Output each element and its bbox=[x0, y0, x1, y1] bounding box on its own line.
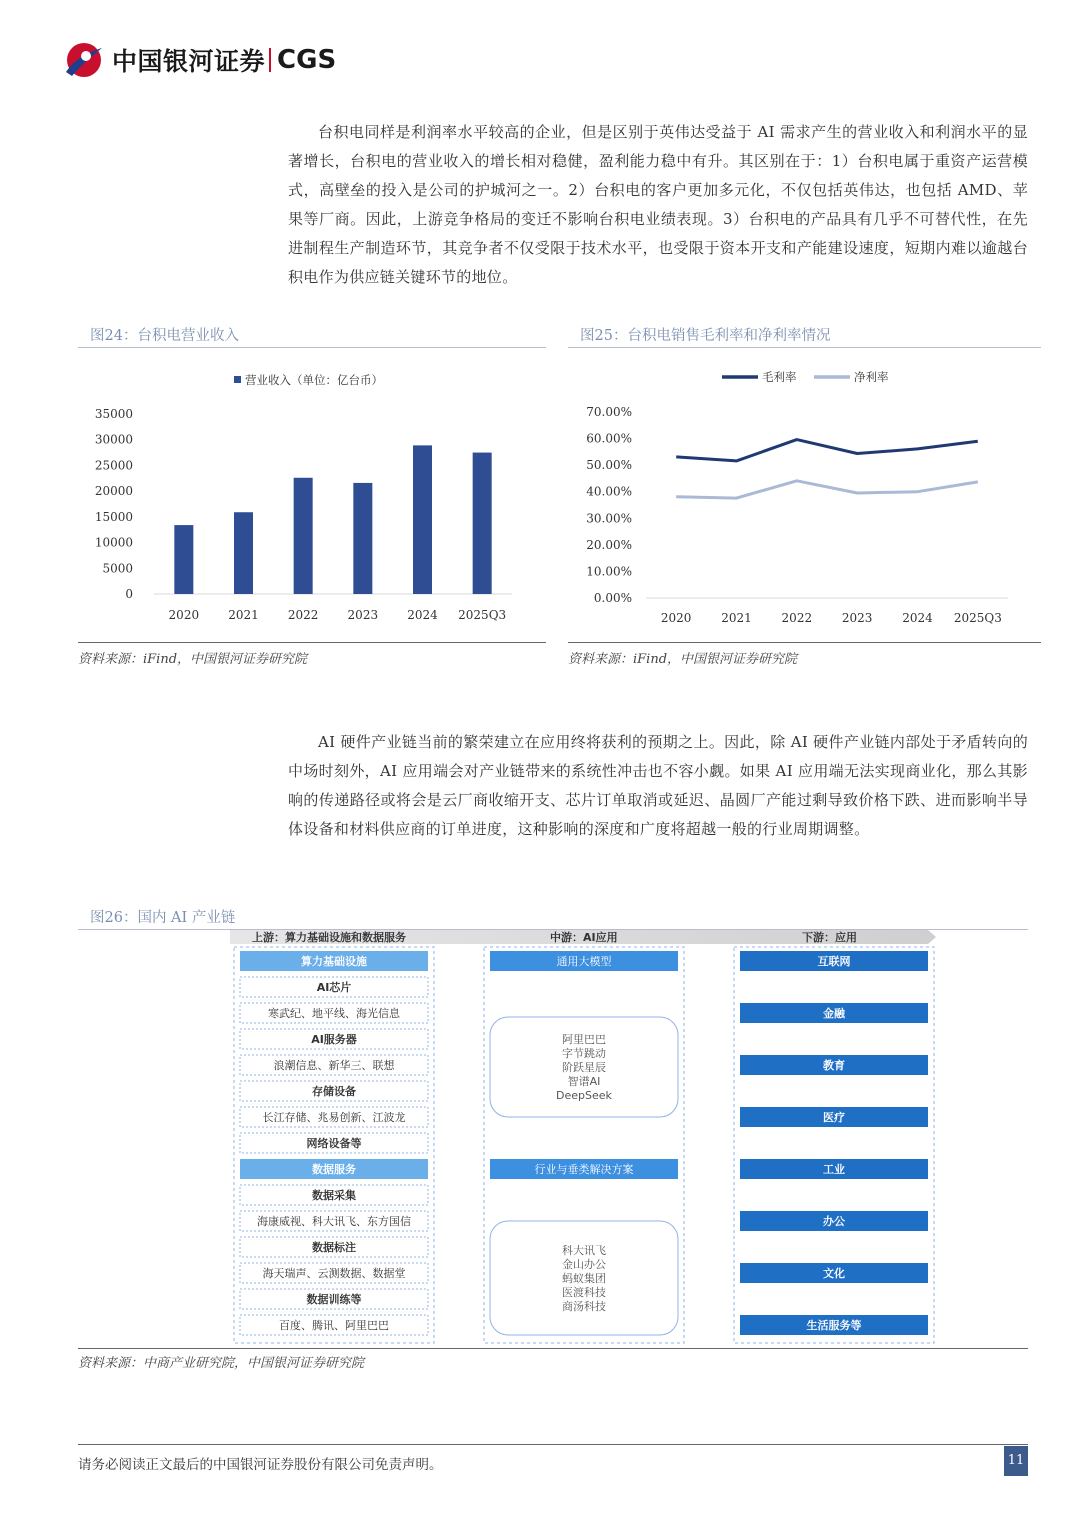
midstream-company: 医渡科技 bbox=[562, 1286, 606, 1299]
company-name-cn: 中国银河证券 bbox=[112, 47, 266, 76]
page-number: 11 bbox=[1004, 1446, 1028, 1476]
fig26-source: 资料来源：中商产业研究院，中国银河证券研究院 bbox=[78, 1356, 365, 1371]
upstream-item-label: 数据服务 bbox=[312, 1163, 356, 1176]
fig24-bottom-rule bbox=[78, 642, 546, 643]
footer-rule bbox=[78, 1444, 1028, 1445]
revenue-bar-2020 bbox=[174, 525, 193, 594]
y-tick-label: 15000 bbox=[94, 509, 133, 524]
downstream-item-label: 办公 bbox=[823, 1215, 845, 1228]
y-tick-label: 70.00% bbox=[586, 405, 632, 419]
legend-label-net: 净利率 bbox=[854, 370, 889, 384]
revenue-bar-2025Q3 bbox=[473, 453, 492, 594]
fig24-source: 资料来源：iFind，中国银河证券研究院 bbox=[78, 652, 308, 667]
upstream-item-label: 算力基础设施 bbox=[301, 955, 367, 968]
revenue-bar-2021 bbox=[234, 512, 253, 594]
upstream-item-label: 寒武纪、地平线、海光信息 bbox=[268, 1007, 400, 1020]
x-tick-label: 2020 bbox=[168, 608, 200, 622]
upstream-item-label: 海天瑞声、云测数据、数据堂 bbox=[262, 1267, 406, 1280]
upstream-item-label: 数据标注 bbox=[312, 1241, 356, 1254]
midstream-company: 金山办公 bbox=[562, 1258, 606, 1271]
midstream-header-label: 行业与垂类解决方案 bbox=[534, 1163, 634, 1176]
midstream-company: DeepSeek bbox=[556, 1089, 612, 1102]
fig25-top-rule bbox=[568, 347, 1041, 348]
y-tick-label: 0.00% bbox=[593, 591, 632, 605]
downstream-item-label: 工业 bbox=[823, 1163, 845, 1176]
company-name-en: CGS bbox=[277, 45, 337, 75]
upstream-item bbox=[240, 1159, 428, 1179]
footer-disclaimer: 请务必阅读正文最后的中国银河证券股份有限公司免责声明。 bbox=[78, 1457, 443, 1473]
upstream-item bbox=[240, 1081, 428, 1101]
y-tick-label: 10000 bbox=[94, 535, 133, 550]
midstream-company: 商汤科技 bbox=[562, 1300, 606, 1313]
x-tick-label: 2024 bbox=[407, 608, 438, 622]
x-tick-label: 2022 bbox=[287, 608, 319, 622]
upstream-item bbox=[240, 1003, 428, 1023]
x-tick-label: 2024 bbox=[902, 611, 933, 625]
fig25-source: 资料来源：iFind，中国银河证券研究院 bbox=[568, 652, 798, 667]
y-tick-label: 30.00% bbox=[586, 511, 632, 526]
y-tick-label: 50.00% bbox=[586, 458, 632, 473]
midstream-company: 智谱AI bbox=[567, 1075, 601, 1088]
x-tick-label: 2025Q3 bbox=[953, 611, 1002, 625]
upstream-item bbox=[240, 977, 428, 997]
upstream-item bbox=[240, 1107, 428, 1127]
revenue-bar-2022 bbox=[294, 478, 313, 594]
x-tick-label: 2020 bbox=[660, 611, 692, 625]
fig26-industry-chain-diagram bbox=[230, 929, 940, 1347]
x-tick-label: 2021 bbox=[228, 608, 259, 622]
fig24-top-rule bbox=[78, 347, 546, 348]
upstream-item-label: 百度、腾讯、阿里巴巴 bbox=[279, 1319, 389, 1332]
revenue-bar-2023 bbox=[353, 483, 372, 594]
x-tick-label: 2021 bbox=[721, 611, 752, 625]
downstream-item-label: 教育 bbox=[823, 1059, 845, 1072]
legend-label-gross: 毛利率 bbox=[762, 370, 797, 384]
midstream-company: 蚂蚁集团 bbox=[562, 1272, 606, 1285]
upstream-item bbox=[240, 1029, 428, 1049]
fig25-bottom-rule bbox=[568, 642, 1041, 643]
fig25-title: 图25：台积电销售毛利率和净利率情况 bbox=[580, 328, 831, 344]
y-tick-label: 10.00% bbox=[586, 564, 632, 579]
gross-margin-line bbox=[676, 440, 978, 461]
y-tick-label: 20.00% bbox=[586, 537, 632, 552]
upstream-item bbox=[240, 1263, 428, 1283]
bar-chart-legend bbox=[234, 373, 383, 387]
y-tick-label: 20000 bbox=[94, 484, 133, 499]
midstream-header-label: 通用大模型 bbox=[556, 955, 612, 968]
downstream-item-label: 医疗 bbox=[823, 1111, 845, 1124]
downstream-item-label: 文化 bbox=[823, 1267, 845, 1280]
body-paragraph-1: 台积电同样是利润率水平较高的企业，但是区别于英伟达受益于 AI 需求产生的营业收入和利润水平的显著增长，台积电的营业收入的增长相对稳健，盈利能力稳中有升。其区别在于：1）台积电属于重资产运营模式，高壁垒的投入是公司的护城河之一。2）台积电的客户更加多元化，不仅包括英伟达，也包括 AMD、苹果等厂商。因此，上游竞争格局的变迁不影响台积电业绩表现。3）台积电的产品具有几乎不可替代性，在先进制程生产制造环节，其竞争者不仅受限于技术水平，也受限于资本开支和产能建设速度，短期内难以逾越台积电作为供应链关键环节的地位。 bbox=[288, 123, 1028, 286]
downstream-label: 下游：应用 bbox=[802, 931, 857, 944]
midstream-company: 字节跳动 bbox=[562, 1047, 606, 1060]
upstream-item-label: 数据训练等 bbox=[306, 1293, 362, 1306]
upstream-item-label: AI芯片 bbox=[316, 981, 352, 994]
y-tick-label: 35000 bbox=[94, 407, 133, 421]
cgs-logo-icon bbox=[62, 40, 104, 80]
fig24-title: 图24：台积电营业收入 bbox=[90, 328, 239, 344]
x-tick-label: 2022 bbox=[781, 611, 813, 625]
upstream-item bbox=[240, 1289, 428, 1309]
upstream-item bbox=[240, 951, 428, 971]
upstream-item-label: 浪潮信息、新华三、联想 bbox=[273, 1059, 395, 1072]
midstream-company: 阶跃星辰 bbox=[562, 1061, 606, 1074]
net-margin-line bbox=[676, 481, 978, 498]
upstream-item bbox=[240, 1211, 428, 1231]
midstream-company: 阿里巴巴 bbox=[562, 1033, 606, 1046]
header-logo bbox=[62, 40, 336, 80]
body-paragraph-2: AI 硬件产业链当前的繁荣建立在应用终将获利的预期之上。因此，除 AI 硬件产业链内部处于矛盾转向的中场时刻外，AI 应用端会对产业链带来的系统性冲击也不容小觑。如果 AI 应用端无法实现商业化，那么其影响的传递路径或将会是云厂商收缩开支、芯片订单取消或延迟、晶圆厂产能过剩导致价格下跌、进而影响半导体设备和材料供应商的订单进度，这种影响的深度和广度将超越一般的行业周期调整。 bbox=[288, 733, 1028, 838]
midstream-company: 科大讯飞 bbox=[562, 1244, 606, 1257]
fig25-line-chart bbox=[568, 360, 1041, 636]
upstream-item-label: 海康威视、科大讯飞、东方国信 bbox=[257, 1215, 411, 1228]
legend-label-revenue: 营业收入（单位：亿台币） bbox=[245, 373, 383, 387]
upstream-item bbox=[240, 1133, 428, 1153]
upstream-item bbox=[240, 1315, 428, 1335]
fig26-title: 图26：国内 AI 产业链 bbox=[90, 910, 236, 926]
x-tick-label: 2023 bbox=[841, 611, 873, 625]
line-chart-legend bbox=[722, 370, 889, 384]
downstream-item-label: 生活服务等 bbox=[806, 1319, 862, 1332]
fig24-bar-chart bbox=[78, 360, 546, 636]
y-tick-label: 40.00% bbox=[586, 484, 632, 499]
y-tick-label: 0 bbox=[125, 587, 133, 601]
upstream-item-label: 存储设备 bbox=[312, 1085, 356, 1098]
upstream-item bbox=[240, 1055, 428, 1075]
upstream-item-label: 长江存储、兆易创新、江波龙 bbox=[262, 1111, 406, 1124]
y-tick-label: 25000 bbox=[94, 458, 133, 473]
x-tick-label: 2023 bbox=[347, 608, 379, 622]
x-tick-label: 2025Q3 bbox=[458, 608, 507, 622]
y-tick-label: 30000 bbox=[94, 432, 133, 447]
upstream-item-label: 数据采集 bbox=[312, 1189, 356, 1202]
upstream-item-label: AI服务器 bbox=[311, 1033, 357, 1046]
y-tick-label: 5000 bbox=[102, 561, 133, 576]
upstream-item bbox=[240, 1185, 428, 1205]
downstream-item-label: 互联网 bbox=[817, 955, 851, 968]
fig26-bottom-rule bbox=[78, 1348, 1028, 1349]
midstream-label: 中游：AI应用 bbox=[550, 931, 618, 944]
upstream-label: 上游：算力基础设施和数据服务 bbox=[252, 931, 406, 944]
legend-swatch-revenue bbox=[234, 376, 241, 383]
y-tick-label: 60.00% bbox=[586, 431, 632, 446]
downstream-item-label: 金融 bbox=[823, 1007, 845, 1020]
upstream-item bbox=[240, 1237, 428, 1257]
revenue-bar-2024 bbox=[413, 445, 432, 594]
logo-separator bbox=[269, 48, 271, 72]
upstream-item-label: 网络设备等 bbox=[306, 1137, 362, 1150]
